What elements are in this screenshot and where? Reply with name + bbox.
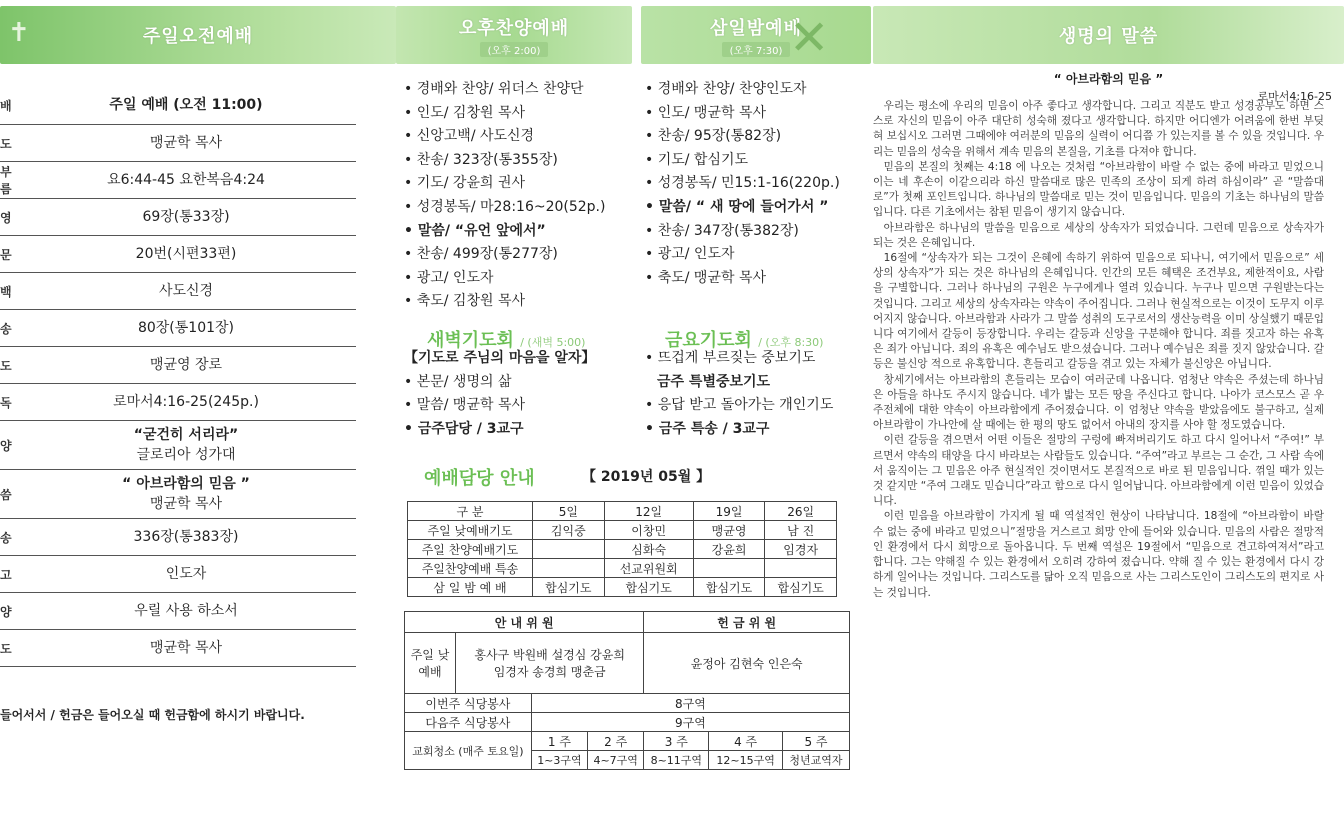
order-of-worship xyxy=(0,86,356,667)
guide-line: 임경자 송경희 맹춘금 xyxy=(493,665,606,679)
duty-month: 【 2019년 05월 】 xyxy=(582,469,711,485)
duty-table xyxy=(407,501,837,597)
order-value xyxy=(16,281,356,301)
duty-cell: 삼 일 밤 예 배 xyxy=(408,578,533,597)
table-row xyxy=(408,578,837,597)
order-value-text: 글로리아 성가대 xyxy=(136,447,236,463)
guide-header: 안 내 위 원 xyxy=(405,612,644,633)
order-value-text: 336장(통383장) xyxy=(133,529,239,545)
order-label: 양 xyxy=(0,604,12,619)
friday-time: / (오후 8:30) xyxy=(758,336,824,349)
friday-title-text: 금요기도회 xyxy=(665,330,752,351)
order-row xyxy=(0,470,356,519)
meal-next-label: 다음주 식당봉사 xyxy=(405,713,532,732)
list-item: • 광고/ 인도자 xyxy=(404,267,605,291)
duty-cell: 남 진 xyxy=(765,521,837,540)
list-item: • 광고/ 인도자 xyxy=(645,243,840,267)
banner-word-of-life xyxy=(873,6,1344,64)
duty-cell xyxy=(693,559,765,578)
meditation-body xyxy=(873,99,1324,601)
duty-header-cell: 26일 xyxy=(765,502,837,521)
meditation-reference: 로마서4:16-25 xyxy=(1257,90,1332,103)
order-value-text: 인도자 xyxy=(165,566,207,582)
order-value xyxy=(16,564,356,584)
order-row xyxy=(0,86,356,125)
duty-cell xyxy=(533,559,605,578)
order-row xyxy=(0,199,356,236)
list-item: • 성경봉독/ 마28:16~20(52p.) xyxy=(404,196,605,220)
order-value xyxy=(16,474,356,514)
order-label: 배 xyxy=(0,98,12,113)
week-cell: 2 주 xyxy=(588,732,644,751)
duty-cell xyxy=(533,540,605,559)
table-row xyxy=(408,559,837,578)
duty-header-cell: 19일 xyxy=(693,502,765,521)
order-row xyxy=(0,162,356,199)
list-item: • 찬송/ 95장(통82장) xyxy=(645,125,840,149)
dawn-headline: 【기도로 주님의 마음을 알자】 xyxy=(404,350,596,366)
order-value xyxy=(16,527,356,547)
order-value-text: 맹균영 장로 xyxy=(149,357,223,373)
list-item: • 경배와 찬양/ 찬양인도자 xyxy=(645,78,840,102)
order-value-text: 맹균학 목사 xyxy=(149,496,223,512)
guide-members xyxy=(456,633,644,694)
order-label: 도 xyxy=(0,136,12,151)
order-value-text: 20번(시편33편) xyxy=(135,246,237,262)
order-label: 독 xyxy=(0,395,12,410)
wednesday-service-list xyxy=(645,78,840,290)
order-value xyxy=(16,318,356,338)
list-item: • 말씀/ “ 새 땅에 들어가서 ” xyxy=(645,196,840,220)
order-value-text: 69장(통33장) xyxy=(142,209,230,225)
dawn-title-text: 새벽기도회 xyxy=(427,330,514,351)
duty-cell: 주일찬양예배 특송 xyxy=(408,559,533,578)
meal-this-value: 8구역 xyxy=(531,694,849,713)
order-row xyxy=(0,556,356,593)
list-item: • 응답 받고 돌아가는 개인기도 xyxy=(645,394,833,418)
banner-wednesday-service xyxy=(641,6,871,64)
duty-cell: 강윤희 xyxy=(693,540,765,559)
order-value-text: 로마서4:16-25(245p.) xyxy=(113,394,259,410)
order-label: 양 xyxy=(0,438,12,453)
week-cell: 1 주 xyxy=(531,732,587,751)
list-item: • 인도/ 김창원 목사 xyxy=(404,102,605,126)
list-item: • 기도/ 합심기도 xyxy=(645,149,840,173)
list-item: • 본문/ 생명의 삶 xyxy=(404,371,595,395)
duty-header-cell: 12일 xyxy=(604,502,693,521)
duty-cell: 합심기도 xyxy=(533,578,605,597)
week-cell: 4 주 xyxy=(709,732,783,751)
meditation-paragraph: 16절에 “상속자가 되는 그것이 은혜에 속하기 위하여 믿음으로 되나니, 여기에서 믿음으로” 세상의 상속자”가 되는 것은 하나님의 은혜입니다. 인간의 모든 혜택은 조건부요, 제한적이요, 사람을 구별합니다. 그러나 하나님의 구원은 누구에게나 열려 있습니다. 누구나 믿으면 구원받는다는 것입니다. 그리고 세상의 상속자라는 약속이 주어집니다. 그러나 현실적으로는 이것이 도무지 이루어지지 않습니다. 아브라함과 사라가 그 말씀 성취의 도구로서의 생산능력을 이미 상실했기 때문입니다 여기에서 갈등이 등장합니다. 우리는 갈등과 신앙을 구분해야 합니다. 죄를 짓고자 하는 유혹은 죄가 아닙니다. 죄의 유혹은 예수님도 받으셨습니다. 그러나 예수님은 죄를 짓지 않았습니다. 갈등은 불신앙 적으로 유혹합니다. 흔들리고 갈등을 겪고 있는 자체가 불신앙은 아닙니다. xyxy=(873,252,1324,371)
friday-prayer-list xyxy=(645,347,833,441)
dawn-time: / (새벽 5:00) xyxy=(520,336,586,349)
order-label: 고 xyxy=(0,567,12,582)
list-item: • 금주담당 / 3교구 xyxy=(404,418,595,442)
meditation-title: “ 아브라함의 믿음 ” xyxy=(1053,72,1164,86)
meal-next-value: 9구역 xyxy=(531,713,849,732)
order-row xyxy=(0,236,356,273)
list-item: • 찬송/ 323장(통355장) xyxy=(404,149,605,173)
order-value-text: “ 아브라함의 믿음 ” xyxy=(122,476,250,492)
order-value-text: 주일 예배 (오전 11:00) xyxy=(109,97,263,113)
order-value xyxy=(16,638,356,658)
meditation-paragraph: 이런 믿음을 아브라함이 가지게 될 때 역설적인 현상이 나타납니다. 18절에 “아브라함이 바랄 수 없는 중에 바라고 믿었으니”절망을 거스르고 희망 안에 들어와 있습니다. 믿음의 사람은 절망적인 환경에서 다시 희망으로 돌아옵니다. 두 번째 역설은 19절에서 “믿음으로 견고하여져서”라고 합니다. 그는 약해질 수 있는 환경에서 오히려 강하여 졌습니다. 약해 질 수 있는 환경에서 다시 강하게 일어나는 것입니다. 그리스도를 닮아 오직 믿음으로 사는 그리스도인이 그리스도의 편지로 사는 것입니다. xyxy=(873,510,1324,599)
order-row xyxy=(0,519,356,556)
order-row xyxy=(0,347,356,384)
meditation-paragraph: 아브라함은 하나님의 말씀을 믿음으로 세상의 상속자가 되었습니다. 그런데 믿음으로 상속자가 되는 것은 은혜입니다. xyxy=(873,221,1324,249)
order-label: 부름 xyxy=(0,165,12,196)
order-value xyxy=(16,133,356,153)
zone-cell: 12~15구역 xyxy=(709,751,783,770)
duty-header-cell: 5일 xyxy=(533,502,605,521)
church-logo-icon: ✝ xyxy=(8,18,30,48)
duty-cell: 합심기도 xyxy=(604,578,693,597)
list-item: 금주 특별중보기도 xyxy=(657,373,771,390)
order-value-text: 우릴 사용 하소서 xyxy=(134,603,238,619)
list-item: • 뜨겁게 부르짖는 중보기도 xyxy=(645,347,833,371)
list-item: • 기도/ 강윤희 권사 xyxy=(404,172,605,196)
duty-cell: 임경자 xyxy=(765,540,837,559)
duty-cell: 주일 찬양예배기도 xyxy=(408,540,533,559)
order-row xyxy=(0,421,356,470)
duty-cell xyxy=(765,559,837,578)
list-item: • 성경봉독/ 민15:1-16(220p.) xyxy=(645,172,840,196)
order-label: 송 xyxy=(0,321,12,336)
banner-title: 삼일밤예배 xyxy=(710,17,802,39)
order-value xyxy=(16,392,356,412)
order-label: 문 xyxy=(0,247,12,262)
zone-cell: 4~7구역 xyxy=(588,751,644,770)
order-value xyxy=(16,601,356,621)
zone-cell: 청년교역자 xyxy=(782,751,849,770)
order-label: 도 xyxy=(0,641,12,656)
zone-cell: 8~11구역 xyxy=(644,751,709,770)
meditation-paragraph: 우리는 평소에 우리의 믿음이 아주 좋다고 생각합니다. 그리고 직분도 받고 성경공부도 하면 스스로 자신의 믿음이 아주 대단히 성숙해 졌다고 생각합니다. 하지만 어디엔가 어려움에 한번 부딪혀 보십시오 그러면 그때에야 여러분의 믿음의 실력이 어디쯤 가 있는지를 볼 수 있을 것입니다. 우리는 믿음의 성숙을 위해서 계속 믿음의 본질을, 기초를 다져야 합니다. xyxy=(873,100,1324,158)
offering-header: 헌 금 위 원 xyxy=(644,612,850,633)
list-item: • 말씀/ “유언 앞에서” xyxy=(404,220,605,244)
order-value-text: 사도신경 xyxy=(158,283,214,299)
offering-note: 들어서서 / 헌금은 들어오실 때 헌금함에 하시기 바랍니다. xyxy=(0,708,305,722)
duty-cell: 선교위원회 xyxy=(604,559,693,578)
duty-title: 예배담당 안내 xyxy=(424,468,535,489)
duty-cell: 이창민 xyxy=(604,521,693,540)
banner-time: (오후 2:00) xyxy=(480,42,549,57)
banner-title: 주일오전예배 xyxy=(142,26,254,47)
cleaning-label: 교회청소 (매주 토요일) xyxy=(405,732,532,770)
duty-cell: 김익중 xyxy=(533,521,605,540)
order-value-text: 80장(통101장) xyxy=(137,320,235,336)
meal-this-label: 이번주 식당봉사 xyxy=(405,694,532,713)
week-cell: 3 주 xyxy=(644,732,709,751)
order-row xyxy=(0,593,356,630)
meditation-paragraph: 창세기에서는 아브라함의 흔들리는 모습이 여러군데 나옵니다. 엄청난 약속은 주셨는데 하나님은 아들을 하나도 주시지 않습니다. 네가 밟는 모든 땅을 주신다고 합니다. 나아가 코스모스 곧 우주전체에 대한 약속이 아브라함에게 주어졌습니다. 이 엄청난 약속을 받았음에도 불구하고, 실제 아브라함이 가나안에 살 때에는 한 평의 땅도 없어서 아내의 장지를 사야 할 정도였습니다. xyxy=(873,373,1324,432)
week-cell: 5 주 xyxy=(782,732,849,751)
list-item: • 축도/ 김창원 목사 xyxy=(404,290,605,314)
order-label: 도 xyxy=(0,358,12,373)
guide-line: 홍사구 박원배 설경심 강윤희 xyxy=(474,648,625,662)
cross-decoration-icon: ✕ xyxy=(789,10,830,66)
list-item: • 인도/ 맹균학 목사 xyxy=(645,102,840,126)
banner-time: (오후 7:30) xyxy=(722,42,791,57)
order-label: 백 xyxy=(0,284,12,299)
order-value xyxy=(16,170,356,190)
order-value xyxy=(16,207,356,227)
banner-title: 오후찬양예배 xyxy=(458,17,570,39)
list-item: • 신앙고백/ 사도신경 xyxy=(404,125,605,149)
list-item: • 금주 특송 / 3교구 xyxy=(645,418,833,442)
dawn-prayer-list xyxy=(404,347,595,441)
order-row xyxy=(0,125,356,162)
list-item: • 찬송/ 499장(통277장) xyxy=(404,243,605,267)
table-row xyxy=(408,521,837,540)
banner-morning-service xyxy=(0,6,396,64)
order-value-text: 요6:44-45 요한복음4:24 xyxy=(107,172,265,188)
banner-afternoon-service xyxy=(396,6,632,64)
duty-cell: 심화숙 xyxy=(604,540,693,559)
order-row xyxy=(0,384,356,421)
service-label: 주일 낮예배 xyxy=(405,633,456,694)
order-value-text: “굳건히 서리라” xyxy=(133,427,239,443)
order-label: 송 xyxy=(0,530,12,545)
list-item: • 축도/ 맹균학 목사 xyxy=(645,267,840,291)
afternoon-service-list xyxy=(404,78,605,314)
order-value xyxy=(16,425,356,465)
order-value-text: 맹균학 목사 xyxy=(149,135,223,151)
banner-title: 생명의 말씀 xyxy=(1058,26,1159,47)
zone-cell: 1~3구역 xyxy=(531,751,587,770)
list-item: • 경배와 찬양/ 위더스 찬양단 xyxy=(404,78,605,102)
order-value xyxy=(16,244,356,264)
duty-cell: 주일 낮예배기도 xyxy=(408,521,533,540)
duty-cell: 합심기도 xyxy=(693,578,765,597)
meditation-paragraph: 믿음의 본질의 첫째는 4:18 에 나오는 것처럼 “아브라함이 바랄 수 없는 중에 바라고 믿었으니 이는 네 후손이 이같으리라 하신 말씀대로 많은 민족의 조상이 되게 하려 하심이라” 곧 “말씀대로”가 첫째 포인트입니다. 하나님의 말씀대로 믿는 것이 믿음입니다. 믿음의 기초는 하나님의 말씀입니다. 다른 기초에서는 참된 믿음이 생기지 않습니다. xyxy=(873,160,1324,219)
offering-members: 윤정아 김현숙 인은숙 xyxy=(644,633,850,694)
duty-cell: 합심기도 xyxy=(765,578,837,597)
order-value xyxy=(16,95,356,115)
order-row xyxy=(0,273,356,310)
order-label: 씀 xyxy=(0,487,12,502)
duty-header-cell: 구 분 xyxy=(408,502,533,521)
order-row xyxy=(0,630,356,667)
order-row xyxy=(0,310,356,347)
list-item: • 찬송/ 347장(통382장) xyxy=(645,220,840,244)
order-value xyxy=(16,355,356,375)
list-item: • 말씀/ 맹균학 목사 xyxy=(404,394,595,418)
order-value-text: 맹균학 목사 xyxy=(149,640,223,656)
staff-table xyxy=(404,611,850,770)
duty-cell: 맹균영 xyxy=(693,521,765,540)
meditation-paragraph: 이런 갈등을 겪으면서 어떤 이들은 절망의 구렁에 빠져버리기도 하고 다시 일어나서 “주여!” 부르면서 약속의 태양을 다시 바라보는 사람들도 있습니다. “주여”라고 부르는 그 순간, 그 사람 속에서 움직이는 그 믿음은 아주 현실적인 것이면서도 본질적으로 바로 된 믿음입니다. 꺾일 때가 있는 것 같지만 “주여 그래도 믿습니다”라고 함으로 다시 일어납니다. 아브라함에게 이런 믿음이 있었습니다. xyxy=(873,434,1324,508)
table-row xyxy=(408,540,837,559)
order-label: 영 xyxy=(0,210,12,225)
